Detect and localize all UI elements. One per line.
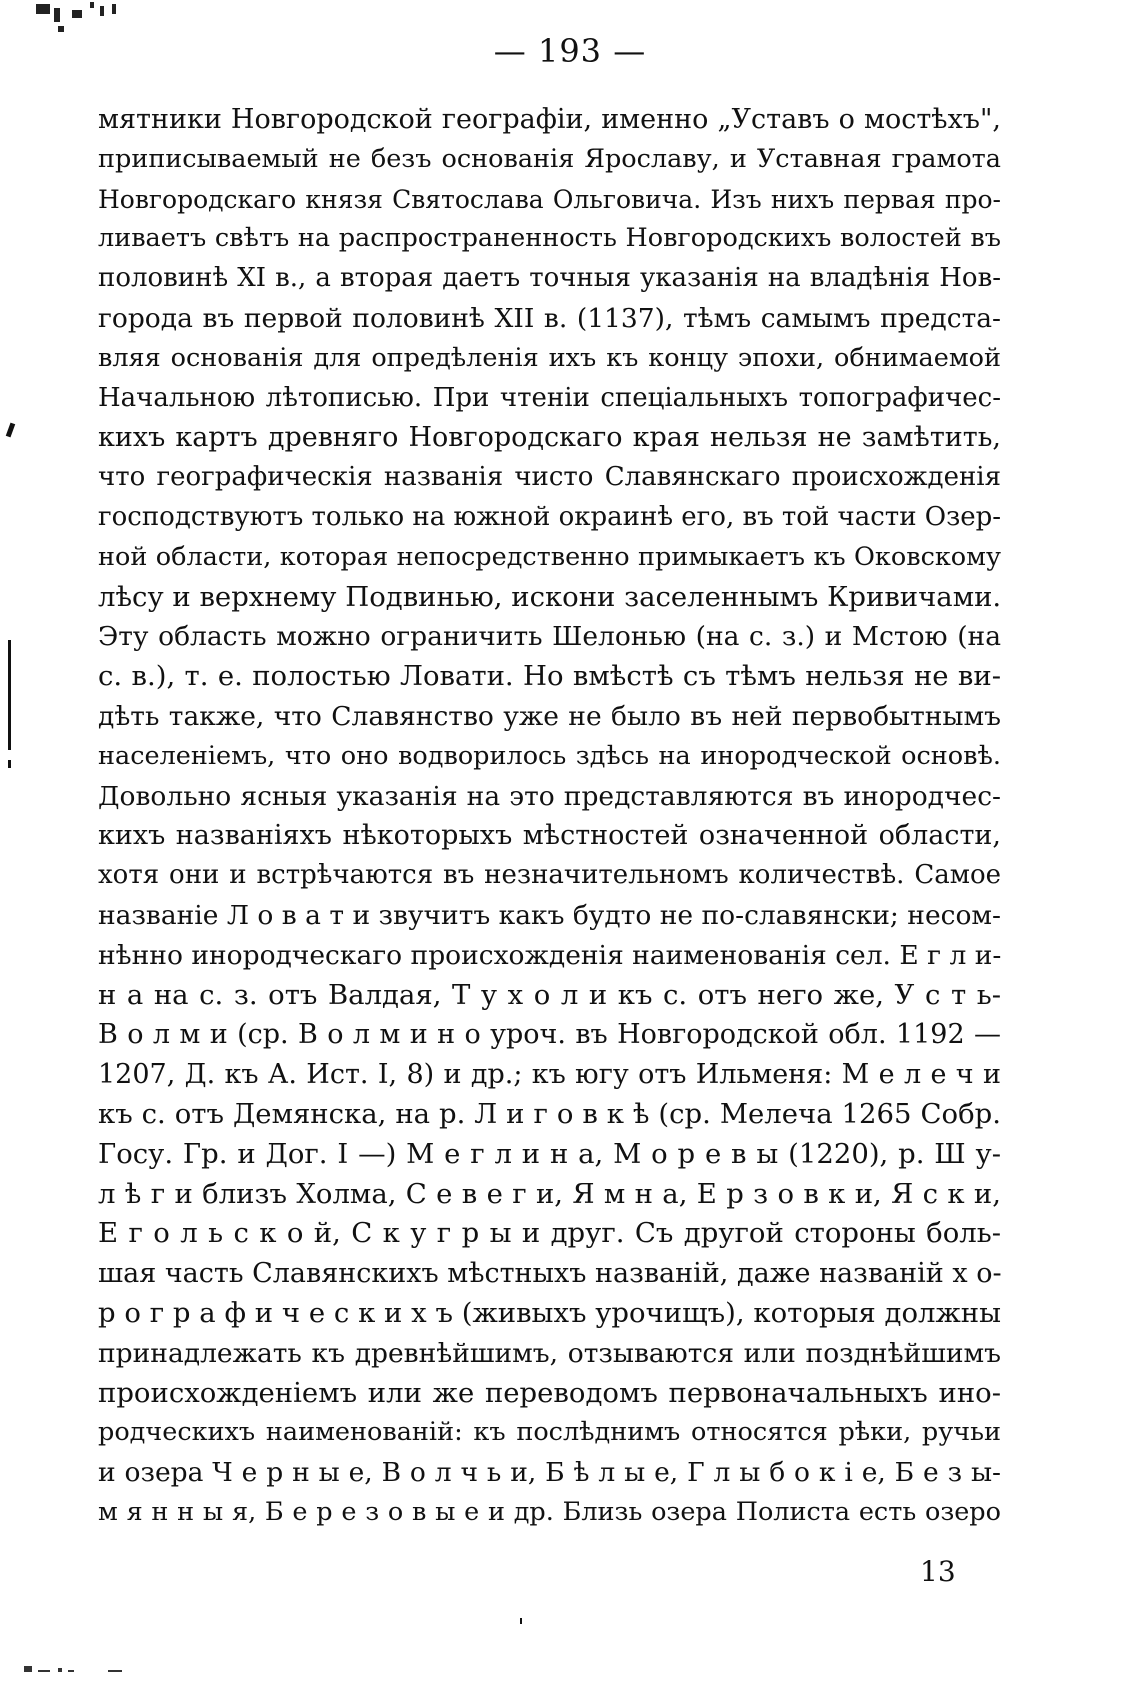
text-line: л ѣ г и близъ Холма, С е в е г и, Я м н а, Е р з о в к и, Я с к и, — [98, 1177, 1001, 1210]
margin-mark — [6, 423, 15, 438]
text-line: В о л м и (ср. В о л м и н о уроч. въ Новгородской обл. 1192 — — [98, 1019, 1001, 1051]
text-line: приписываемый не безъ основанія Ярославу, и Уставная грамота — [98, 143, 1001, 174]
text-line: Довольно ясныя указанія на это представляются въ инородчес- — [98, 780, 1001, 812]
text-line: м я н н ы я, Б е р е з о в ы е и др. Близь озера Полиста есть озеро — [98, 1496, 1001, 1527]
margin-dot — [8, 760, 11, 768]
text-line: мятники Новгородской географіи, именно „Уставъ о мостѣхъ", — [98, 104, 1001, 135]
text-line: происхожденіемъ или же переводомъ первоначальныхъ ино- — [98, 1376, 1001, 1409]
text-line: кихъ названіяхъ нѣкоторыхъ мѣстностей означенной области, — [98, 820, 1001, 852]
body-text — [98, 100, 1001, 1533]
text-line: господствуютъ только на южной окраинѣ его, въ той части Озер- — [98, 501, 1002, 532]
text-line: н а на с. з. отъ Валдая, Т у х о л и къ с. отъ него же, У с т ь- — [98, 978, 1001, 1011]
text-line: ной области, которая непосредственно примыкаетъ къ Оковскому — [98, 541, 1001, 572]
text-line: с. в.), т. е. полостью Ловати. Но вмѣстѣ съ тѣмъ нельзя не ви- — [98, 660, 1001, 693]
page-number-header: — 193 — — [493, 32, 647, 70]
margin-dot — [520, 1618, 522, 1624]
text-line: Госу. Гр. и Дог. I —) М е г л и н а, М о р е в ы (1220), р. Ш у- — [98, 1137, 1001, 1170]
text-line: названіе Л о в а т и звучитъ какъ будто не по-славянски; несом- — [98, 899, 1001, 931]
text-line: р о г р а ф и ч е с к и х ъ (живыхъ урочищъ), которыя должны — [98, 1296, 1001, 1329]
text-line: Эту область можно ограничить Шелонью (на с. з.) и Мстою (на — [98, 621, 1001, 653]
text-line: къ с. отъ Демянска, на р. Л и г о в к ѣ (ср. Мелеча 1265 Собр. — [98, 1097, 1001, 1130]
text-line: что географическія названія чисто Славянскаго происхожденія — [98, 462, 1001, 493]
text-line: Начальною лѣтописью. При чтеніи спеціальныхъ топографичес- — [98, 382, 1001, 413]
text-line: 1207, Д. къ А. Ист. I, 8) и др.; къ югу отъ Ильменя: М е л е ч и — [98, 1059, 1001, 1091]
text-line: Е г о л ь с к о й, С к у г р ы и друг. Съ другой стороны боль- — [98, 1217, 1001, 1250]
text-line: принадлежать къ древнѣйшимъ, отзываются или позднѣйшимъ — [98, 1337, 1001, 1369]
text-line: шая часть Славянскихъ мѣстныхъ названій, даже названій х о- — [98, 1258, 1002, 1290]
text-line: кихъ картъ древняго Новгородскаго края нельзя не замѣтить, — [98, 422, 1001, 454]
text-line: родческихъ наименованій: къ послѣднимъ относятся рѣки, ручьи — [98, 1417, 1001, 1448]
text-line: ливаетъ свѣтъ на распространенность Новгородскихъ волостей въ — [98, 223, 1001, 254]
text-line: Новгородскаго князя Святослава Ольговича. Изъ нихъ первая про- — [98, 184, 1001, 214]
text-line: дѣть также, что Славянство уже не было въ ней первобытнымъ — [98, 700, 1001, 732]
margin-bar — [8, 640, 11, 750]
text-line: населеніемъ, что оно водворилось здѣсь на инородческой основѣ. — [98, 740, 1001, 771]
text-line: лѣсу и верхнему Подвинью, искони заселеннымъ Кривичами. — [98, 580, 1002, 613]
text-line: нѣнно инородческаго происхожденія наименованія сел. Е г л и- — [98, 939, 1002, 971]
signature-mark: 13 — [920, 1555, 956, 1588]
scan-specks-bottom — [18, 1660, 148, 1686]
scan-noise-icon — [18, 1660, 148, 1680]
text-line: вляя основанія для опредѣленія ихъ къ концу эпохи, обнимаемой — [98, 342, 1001, 373]
text-line: города въ первой половинѣ XII в. (1137), тѣмъ самымъ предста- — [98, 302, 1001, 334]
text-line: половинѣ XI в., а вторая даетъ точныя указанія на владѣнія Нов- — [98, 263, 1001, 294]
text-line: и озера Ч е р н ы е, В о л ч ь и, Б ѣ л ы е, Г л ы б о к і е, Б е з ы- — [98, 1457, 1001, 1489]
text-line: хотя они и встрѣчаются въ незначительномъ количествѣ. Самое — [98, 860, 1001, 891]
